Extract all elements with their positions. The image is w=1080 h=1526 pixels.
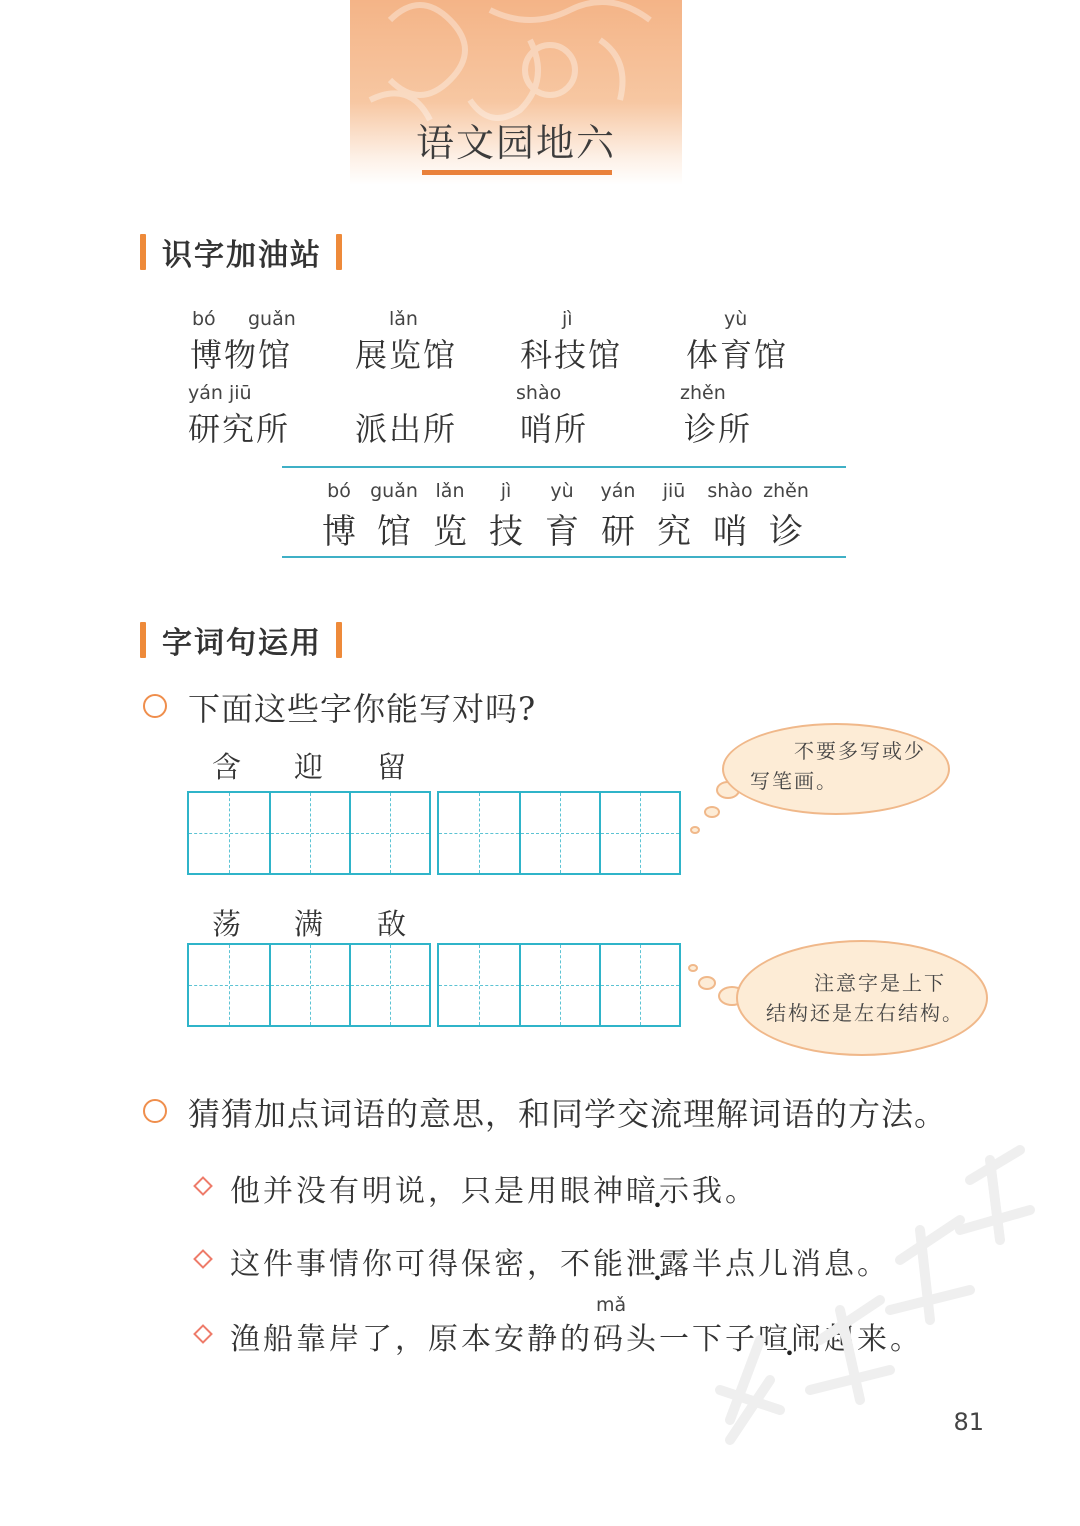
word-hanzi: 展览馆: [355, 336, 458, 374]
char-pinyin: shào: [707, 480, 753, 502]
pinyin: shào: [516, 382, 562, 404]
writing-cell[interactable]: [599, 945, 679, 1025]
practice-chars-row2: [212, 902, 432, 942]
writing-cell[interactable]: [189, 945, 269, 1025]
practice-chars-row1: [212, 745, 432, 785]
char-item: [758, 480, 814, 553]
grid-group: [187, 943, 431, 1027]
char-hanzi: 览: [433, 512, 467, 552]
writing-cell[interactable]: [269, 945, 349, 1025]
char-item: [590, 480, 646, 553]
writing-cell[interactable]: [519, 793, 599, 873]
word-hanzi: 派出所: [355, 410, 458, 448]
writing-cell[interactable]: [599, 793, 679, 873]
section-heading-1: [140, 232, 342, 272]
char-item: [422, 480, 478, 553]
sentence-text: 我。: [692, 1174, 758, 1209]
char-rule-top: [282, 466, 846, 468]
grid-group: [187, 791, 431, 875]
bubble-dot: [698, 976, 716, 990]
char-pinyin: jiū: [662, 480, 686, 502]
title-banner: [350, 0, 682, 185]
writing-cell[interactable]: [439, 793, 519, 873]
diamond-bullet-icon: [193, 1176, 213, 1196]
bubble-dot: [688, 964, 698, 972]
writing-cell[interactable]: [269, 793, 349, 873]
char-item: [478, 480, 534, 553]
word-hanzi: 诊所: [684, 410, 753, 448]
practice-char: 含: [212, 750, 242, 784]
section-title-1: 识字加油站: [162, 238, 322, 273]
circle-bullet-icon: [143, 1099, 167, 1123]
char-pinyin: lǎn: [435, 480, 465, 502]
char-item: [311, 480, 367, 553]
pinyin: lǎn: [389, 308, 418, 330]
char-pinyin: yán: [600, 480, 636, 502]
char-item: [366, 480, 422, 553]
practice-char: 留: [377, 750, 407, 784]
writing-cell[interactable]: [519, 945, 599, 1025]
pinyin: yán jiū: [188, 382, 252, 404]
practice-char: 满: [294, 907, 324, 941]
pinyin: guǎn: [248, 308, 296, 330]
practice-char: 荡: [212, 907, 242, 941]
page-number: 81: [953, 1408, 984, 1436]
writing-grid-row2: [187, 943, 681, 1027]
heading-bar-right: [336, 234, 342, 270]
char-hanzi: 博: [322, 512, 356, 552]
char-hanzi: 哨: [713, 512, 747, 552]
circle-bullet-icon: [143, 694, 167, 718]
char-pinyin: zhěn: [763, 480, 809, 502]
writing-grid-row1: [187, 791, 681, 875]
sentence-text: 他并没有明说，只是用眼神: [230, 1174, 626, 1209]
watermark-icon: [700, 1140, 1060, 1480]
word-hanzi: 哨所: [520, 410, 589, 448]
writing-cell[interactable]: [189, 793, 269, 873]
page-title: 语文园地六: [415, 121, 616, 165]
char-hanzi: 技: [489, 512, 523, 552]
bubble-text-1: 不要多写或少写笔画。: [750, 739, 926, 793]
writing-cell[interactable]: [439, 945, 519, 1025]
practice-char: 迎: [294, 750, 324, 784]
task2-prompt: 猜猜加点词语的意思，和同学交流理解词语的方法。: [188, 1095, 948, 1133]
heading-bar-right: [336, 622, 342, 658]
pinyin: yù: [724, 308, 748, 330]
task1-prompt: 下面这些字你能写对吗?: [188, 690, 537, 728]
bubble-text-2: 注意字是上下结构还是左右结构。: [766, 971, 964, 1025]
bubble-dot: [704, 806, 720, 818]
grid-group: [437, 791, 681, 875]
char-pinyin: yù: [550, 480, 574, 502]
char-hanzi: 育: [545, 512, 579, 552]
sentence-text: 渔船靠岸了，原本安静的码头一下子: [230, 1322, 758, 1357]
dotted-word: 泄露: [626, 1247, 692, 1282]
diamond-bullet-icon: [193, 1249, 213, 1269]
word-hanzi: 研究所: [188, 410, 291, 448]
char-hanzi: 馆: [377, 512, 411, 552]
char-item: [646, 480, 702, 553]
sentence-text: 起来。: [824, 1322, 923, 1357]
sentence-text: 半点儿消息。: [692, 1247, 890, 1282]
char-pinyin: jì: [500, 480, 512, 502]
sentence-text: 这件事情你可得保密，不能: [230, 1247, 626, 1282]
char-pinyin: bó: [327, 480, 351, 502]
example-sentence-1: [230, 1166, 758, 1210]
char-pinyin: guǎn: [370, 480, 418, 502]
char-hanzi: 诊: [769, 512, 803, 552]
pinyin: bó: [192, 308, 216, 330]
char-hanzi: 究: [657, 512, 691, 552]
heading-bar-left: [140, 622, 146, 658]
pinyin: jì: [562, 308, 573, 330]
title-underline: [422, 170, 612, 175]
section-title-2: 字词句运用: [162, 626, 322, 661]
grid-group: [437, 943, 681, 1027]
diamond-bullet-icon: [193, 1324, 213, 1344]
char-hanzi: 研: [601, 512, 635, 552]
dotted-word: 喧闹: [758, 1322, 824, 1357]
ruby-pinyin: mǎ: [596, 1294, 627, 1316]
char-item: [534, 480, 590, 553]
word-hanzi: 体育馆: [686, 336, 789, 374]
practice-char: 敌: [377, 907, 407, 941]
char-rule-bottom: [282, 556, 846, 558]
writing-cell[interactable]: [349, 945, 429, 1025]
word-hanzi: 博物馆: [190, 336, 293, 374]
heading-bar-left: [140, 234, 146, 270]
writing-cell[interactable]: [349, 793, 429, 873]
bubble-dot: [690, 826, 700, 834]
pinyin: zhěn: [680, 382, 726, 404]
section-heading-2: [140, 620, 342, 660]
dotted-word: 暗示: [626, 1174, 692, 1209]
word-hanzi: 科技馆: [520, 336, 623, 374]
char-item: [702, 480, 758, 553]
